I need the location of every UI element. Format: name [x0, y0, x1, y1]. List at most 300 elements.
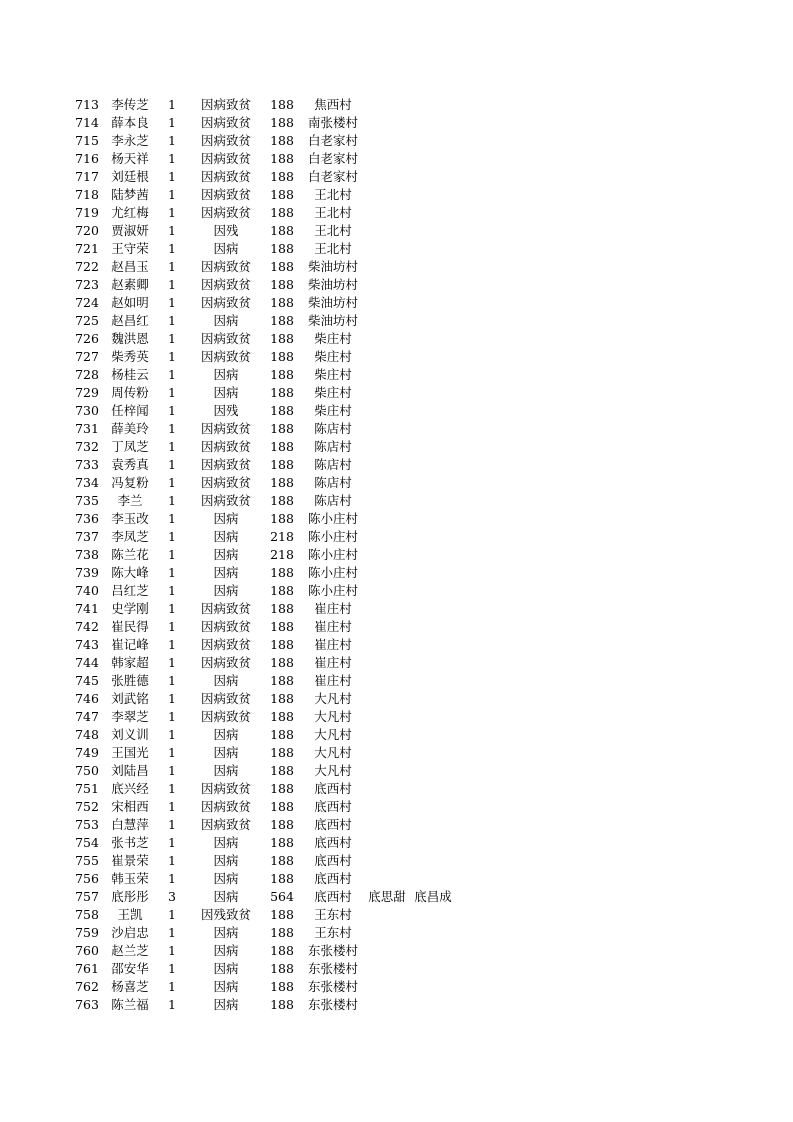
- poverty-reason: 因病致贫: [200, 439, 251, 454]
- subsidy-amount: 188: [270, 313, 294, 328]
- row-number: 757: [75, 889, 99, 904]
- person-name: 吕红芝: [111, 583, 149, 598]
- subsidy-amount: 188: [270, 925, 294, 940]
- table-row: [0, 330, 793, 348]
- household-count: 3: [168, 889, 176, 904]
- household-count: 1: [168, 529, 176, 544]
- village-name: 陈店村: [314, 493, 352, 508]
- poverty-reason: 因病: [213, 835, 239, 850]
- subsidy-amount: 188: [270, 349, 294, 364]
- village-name: 柴庄村: [314, 331, 352, 346]
- row-number: 756: [75, 871, 99, 886]
- table-row: [0, 726, 793, 744]
- household-count: 1: [168, 511, 176, 526]
- subsidy-amount: 188: [270, 781, 294, 796]
- subsidy-amount: 188: [270, 799, 294, 814]
- table-row: [0, 564, 793, 582]
- person-name: 周传粉: [111, 385, 149, 400]
- person-name: 宋相西: [111, 799, 149, 814]
- table-row: [0, 168, 793, 186]
- village-name: 柴油坊村: [307, 277, 358, 292]
- row-number: 713: [75, 97, 99, 112]
- poverty-reason: 因病致贫: [200, 655, 251, 670]
- household-count: 1: [168, 673, 176, 688]
- subsidy-amount: 188: [270, 565, 294, 580]
- household-count: 1: [168, 601, 176, 616]
- row-number: 715: [75, 133, 99, 148]
- village-name: 王东村: [314, 925, 352, 940]
- table-row: [0, 996, 793, 1014]
- subsidy-amount: 188: [270, 133, 294, 148]
- person-name: 冯复粉: [111, 475, 149, 490]
- poverty-reason: 因病: [213, 961, 239, 976]
- village-name: 崔庄村: [314, 637, 352, 652]
- village-name: 柴庄村: [314, 349, 352, 364]
- subsidy-amount: 188: [270, 709, 294, 724]
- table-row: [0, 258, 793, 276]
- village-name: 大凡村: [314, 763, 352, 778]
- household-count: 1: [168, 925, 176, 940]
- household-count: 1: [168, 835, 176, 850]
- poverty-reason: 因病: [213, 763, 239, 778]
- subsidy-amount: 188: [270, 259, 294, 274]
- household-count: 1: [168, 745, 176, 760]
- table-row: [0, 798, 793, 816]
- subsidy-amount: 188: [270, 907, 294, 922]
- row-number: 755: [75, 853, 99, 868]
- poverty-reason: 因残致贫: [200, 907, 251, 922]
- row-number: 762: [75, 979, 99, 994]
- subsidy-amount: 188: [270, 727, 294, 742]
- table-row: [0, 366, 793, 384]
- village-name: 白老家村: [307, 133, 358, 148]
- subsidy-amount: 188: [270, 169, 294, 184]
- row-number: 750: [75, 763, 99, 778]
- person-name: 赵素卿: [111, 277, 149, 292]
- person-name: 张书芝: [111, 835, 149, 850]
- poverty-reason: 因病致贫: [200, 781, 251, 796]
- village-name: 崔庄村: [314, 673, 352, 688]
- person-name: 刘义训: [111, 727, 149, 742]
- subsidy-amount: 564: [270, 889, 294, 904]
- household-count: 1: [168, 259, 176, 274]
- person-name: 尤红梅: [111, 205, 149, 220]
- household-count: 1: [168, 547, 176, 562]
- row-number: 741: [75, 601, 99, 616]
- poverty-reason: 因病致贫: [200, 421, 251, 436]
- table-row: [0, 924, 793, 942]
- village-name: 东张楼村: [307, 979, 358, 994]
- table-row: [0, 942, 793, 960]
- subsidy-amount: 188: [270, 871, 294, 886]
- village-name: 白老家村: [307, 169, 358, 184]
- person-name: 陆梦茜: [111, 187, 149, 202]
- village-name: 底西村: [314, 889, 352, 904]
- village-name: 陈小庄村: [307, 583, 358, 598]
- row-number: 717: [75, 169, 99, 184]
- household-count: 1: [168, 403, 176, 418]
- subsidy-amount: 188: [270, 331, 294, 346]
- village-name: 东张楼村: [307, 997, 358, 1012]
- person-name: 赵昌玉: [111, 259, 149, 274]
- person-name: 底彤彤: [111, 889, 149, 904]
- subsidy-amount: 188: [270, 115, 294, 130]
- poverty-reason: 因病: [213, 979, 239, 994]
- poverty-reason: 因病致贫: [200, 205, 251, 220]
- table-row: [0, 420, 793, 438]
- table-row: [0, 528, 793, 546]
- person-name: 赵昌红: [111, 313, 149, 328]
- household-count: 1: [168, 709, 176, 724]
- household-count: 1: [168, 295, 176, 310]
- village-name: 王北村: [314, 187, 352, 202]
- subsidy-amount: 188: [270, 421, 294, 436]
- poverty-reason: 因病致贫: [200, 475, 251, 490]
- subsidy-amount: 188: [270, 295, 294, 310]
- table-row: [0, 474, 793, 492]
- person-name: 李永芝: [111, 133, 149, 148]
- household-count: 1: [168, 727, 176, 742]
- row-number: 727: [75, 349, 99, 364]
- poverty-reason: 因残: [213, 403, 239, 418]
- poverty-reason: 因病致贫: [200, 619, 251, 634]
- table-row: [0, 204, 793, 222]
- person-name: 刘武铭: [111, 691, 149, 706]
- row-number: 733: [75, 457, 99, 472]
- village-name: 王北村: [314, 205, 352, 220]
- poverty-reason: 因病: [213, 385, 239, 400]
- table-row: [0, 960, 793, 978]
- person-name: 韩玉荣: [111, 871, 149, 886]
- household-count: 1: [168, 349, 176, 364]
- poverty-reason: 因病致贫: [200, 331, 251, 346]
- poverty-reason: 因病致贫: [200, 97, 251, 112]
- person-name: 贾淑妍: [111, 223, 149, 238]
- row-number: 736: [75, 511, 99, 526]
- village-name: 大凡村: [314, 691, 352, 706]
- poverty-reason: 因残: [213, 223, 239, 238]
- village-name: 柴油坊村: [307, 313, 358, 328]
- poverty-reason: 因病致贫: [200, 691, 251, 706]
- village-name: 白老家村: [307, 151, 358, 166]
- person-name: 陈兰福: [111, 997, 149, 1012]
- person-name: 袁秀真: [111, 457, 149, 472]
- village-name: 底西村: [314, 781, 352, 796]
- row-number: 735: [75, 493, 99, 508]
- subsidy-amount: 188: [270, 457, 294, 472]
- subsidy-amount: 188: [270, 961, 294, 976]
- village-name: 底西村: [314, 817, 352, 832]
- village-name: 陈小庄村: [307, 529, 358, 544]
- row-number: 742: [75, 619, 99, 634]
- row-number: 745: [75, 673, 99, 688]
- row-number: 740: [75, 583, 99, 598]
- poverty-reason: 因病: [213, 925, 239, 940]
- village-name: 大凡村: [314, 727, 352, 742]
- subsidy-amount: 188: [270, 979, 294, 994]
- village-name: 底西村: [314, 853, 352, 868]
- subsidy-amount: 188: [270, 385, 294, 400]
- person-name: 魏洪恩: [111, 331, 149, 346]
- subsidy-amount: 188: [270, 475, 294, 490]
- person-name: 崔民得: [111, 619, 149, 634]
- subsidy-amount: 188: [270, 853, 294, 868]
- row-number: 752: [75, 799, 99, 814]
- table-row: [0, 132, 793, 150]
- row-number: 716: [75, 151, 99, 166]
- household-count: 1: [168, 151, 176, 166]
- person-name: 任梓闻: [111, 403, 149, 418]
- subsidy-amount: 188: [270, 403, 294, 418]
- poverty-reason: 因病致贫: [200, 115, 251, 130]
- row-number: 739: [75, 565, 99, 580]
- subsidy-amount: 188: [270, 277, 294, 292]
- table-row: [0, 114, 793, 132]
- poverty-reason: 因病: [213, 583, 239, 598]
- poverty-reason: 因病致贫: [200, 457, 251, 472]
- subsidy-amount: 188: [270, 367, 294, 382]
- subsidy-amount: 188: [270, 817, 294, 832]
- village-name: 南张楼村: [307, 115, 358, 130]
- poverty-reason: 因病: [213, 367, 239, 382]
- household-count: 1: [168, 241, 176, 256]
- person-name: 刘廷根: [111, 169, 149, 184]
- table-row: [0, 816, 793, 834]
- poverty-reason: 因病致贫: [200, 709, 251, 724]
- poverty-reason: 因病致贫: [200, 799, 251, 814]
- row-number: 734: [75, 475, 99, 490]
- row-number: 754: [75, 835, 99, 850]
- table-row: [0, 384, 793, 402]
- poverty-reason: 因病: [213, 727, 239, 742]
- family-member-name: 底思甜: [368, 889, 406, 904]
- row-number: 723: [75, 277, 99, 292]
- subsidy-amount: 188: [270, 493, 294, 508]
- poverty-reason: 因病致贫: [200, 133, 251, 148]
- village-name: 东张楼村: [307, 961, 358, 976]
- table-row: [0, 672, 793, 690]
- row-number: 748: [75, 727, 99, 742]
- row-number: 714: [75, 115, 99, 130]
- subsidy-amount: 188: [270, 223, 294, 238]
- village-name: 陈店村: [314, 439, 352, 454]
- subsidy-amount: 188: [270, 187, 294, 202]
- table-row: [0, 492, 793, 510]
- poverty-reason: 因病致贫: [200, 349, 251, 364]
- table-row: [0, 708, 793, 726]
- village-name: 王北村: [314, 241, 352, 256]
- subsidy-amount: 188: [270, 583, 294, 598]
- household-count: 1: [168, 169, 176, 184]
- table-row: [0, 240, 793, 258]
- poverty-reason: 因病致贫: [200, 817, 251, 832]
- row-number: 753: [75, 817, 99, 832]
- person-name: 李玉改: [111, 511, 149, 526]
- poverty-reason: 因病致贫: [200, 493, 251, 508]
- household-count: 1: [168, 331, 176, 346]
- person-name: 李兰: [117, 493, 143, 508]
- poverty-reason: 因病: [213, 529, 239, 544]
- row-number: 718: [75, 187, 99, 202]
- row-number: 758: [75, 907, 99, 922]
- village-name: 陈小庄村: [307, 511, 358, 526]
- village-name: 陈店村: [314, 457, 352, 472]
- person-name: 赵兰芝: [111, 943, 149, 958]
- subsidy-amount: 188: [270, 943, 294, 958]
- subsidy-amount: 188: [270, 439, 294, 454]
- village-name: 陈店村: [314, 475, 352, 490]
- household-count: 1: [168, 457, 176, 472]
- person-name: 李凤芝: [111, 529, 149, 544]
- household-count: 1: [168, 385, 176, 400]
- row-number: 749: [75, 745, 99, 760]
- table-row: [0, 348, 793, 366]
- row-number: 763: [75, 997, 99, 1012]
- household-count: 1: [168, 223, 176, 238]
- poverty-reason: 因病: [213, 511, 239, 526]
- table-row: [0, 312, 793, 330]
- subsidy-amount: 188: [270, 241, 294, 256]
- row-number: 721: [75, 241, 99, 256]
- subsidy-amount: 188: [270, 205, 294, 220]
- table-row: [0, 762, 793, 780]
- person-name: 陈大峰: [111, 565, 149, 580]
- table-row: [0, 438, 793, 456]
- row-number: 743: [75, 637, 99, 652]
- row-number: 719: [75, 205, 99, 220]
- household-count: 1: [168, 637, 176, 652]
- household-count: 1: [168, 475, 176, 490]
- household-count: 1: [168, 97, 176, 112]
- village-name: 柴庄村: [314, 385, 352, 400]
- village-name: 大凡村: [314, 745, 352, 760]
- subsidy-amount: 188: [270, 835, 294, 850]
- poverty-reason: 因病致贫: [200, 295, 251, 310]
- household-count: 1: [168, 205, 176, 220]
- beneficiary-table: [0, 96, 793, 1014]
- poverty-reason: 因病: [213, 673, 239, 688]
- household-count: 1: [168, 871, 176, 886]
- village-name: 陈小庄村: [307, 547, 358, 562]
- person-name: 韩家超: [111, 655, 149, 670]
- household-count: 1: [168, 781, 176, 796]
- row-number: 729: [75, 385, 99, 400]
- poverty-reason: 因病: [213, 313, 239, 328]
- poverty-reason: 因病: [213, 565, 239, 580]
- person-name: 丁凤芝: [111, 439, 149, 454]
- table-row: [0, 636, 793, 654]
- family-member-name: 底昌成: [414, 889, 452, 904]
- household-count: 1: [168, 799, 176, 814]
- subsidy-amount: 188: [270, 763, 294, 778]
- row-number: 730: [75, 403, 99, 418]
- household-count: 1: [168, 583, 176, 598]
- household-count: 1: [168, 907, 176, 922]
- table-row: [0, 222, 793, 240]
- village-name: 崔庄村: [314, 619, 352, 634]
- subsidy-amount: 188: [270, 637, 294, 652]
- person-name: 赵如明: [111, 295, 149, 310]
- poverty-reason: 因病致贫: [200, 637, 251, 652]
- household-count: 1: [168, 943, 176, 958]
- row-number: 731: [75, 421, 99, 436]
- table-row: [0, 510, 793, 528]
- table-row: [0, 582, 793, 600]
- table-row: [0, 744, 793, 762]
- person-name: 王守荣: [111, 241, 149, 256]
- person-name: 崔记峰: [111, 637, 149, 652]
- poverty-reason: 因病: [213, 943, 239, 958]
- row-number: 746: [75, 691, 99, 706]
- row-number: 737: [75, 529, 99, 544]
- subsidy-amount: 188: [270, 691, 294, 706]
- row-number: 747: [75, 709, 99, 724]
- table-row: [0, 96, 793, 114]
- household-count: 1: [168, 691, 176, 706]
- row-number: 728: [75, 367, 99, 382]
- household-count: 1: [168, 853, 176, 868]
- household-count: 1: [168, 979, 176, 994]
- subsidy-amount: 188: [270, 601, 294, 616]
- poverty-reason: 因病致贫: [200, 601, 251, 616]
- subsidy-amount: 188: [270, 673, 294, 688]
- person-name: 底兴经: [111, 781, 149, 796]
- table-row: [0, 852, 793, 870]
- person-name: 张胜德: [111, 673, 149, 688]
- person-name: 王凯: [117, 907, 143, 922]
- household-count: 1: [168, 763, 176, 778]
- table-row: [0, 654, 793, 672]
- village-name: 柴油坊村: [307, 295, 358, 310]
- household-count: 1: [168, 313, 176, 328]
- poverty-reason: 因病致贫: [200, 187, 251, 202]
- village-name: 底西村: [314, 799, 352, 814]
- table-row: [0, 888, 793, 906]
- table-row: [0, 618, 793, 636]
- person-name: 邵安华: [111, 961, 149, 976]
- subsidy-amount: 188: [270, 655, 294, 670]
- subsidy-amount: 188: [270, 619, 294, 634]
- row-number: 738: [75, 547, 99, 562]
- table-row: [0, 402, 793, 420]
- household-count: 1: [168, 187, 176, 202]
- household-count: 1: [168, 421, 176, 436]
- poverty-reason: 因病致贫: [200, 277, 251, 292]
- household-count: 1: [168, 961, 176, 976]
- household-count: 1: [168, 439, 176, 454]
- subsidy-amount: 188: [270, 511, 294, 526]
- row-number: 744: [75, 655, 99, 670]
- poverty-reason: 因病: [213, 853, 239, 868]
- household-count: 1: [168, 277, 176, 292]
- table-row: [0, 294, 793, 312]
- village-name: 陈店村: [314, 421, 352, 436]
- household-count: 1: [168, 493, 176, 508]
- household-count: 1: [168, 133, 176, 148]
- row-number: 724: [75, 295, 99, 310]
- village-name: 柴庄村: [314, 367, 352, 382]
- village-name: 崔庄村: [314, 601, 352, 616]
- person-name: 杨喜芝: [111, 979, 149, 994]
- table-row: [0, 780, 793, 798]
- person-name: 崔景荣: [111, 853, 149, 868]
- village-name: 柴油坊村: [307, 259, 358, 274]
- row-number: 726: [75, 331, 99, 346]
- village-name: 东张楼村: [307, 943, 358, 958]
- row-number: 759: [75, 925, 99, 940]
- row-number: 722: [75, 259, 99, 274]
- table-row: [0, 978, 793, 996]
